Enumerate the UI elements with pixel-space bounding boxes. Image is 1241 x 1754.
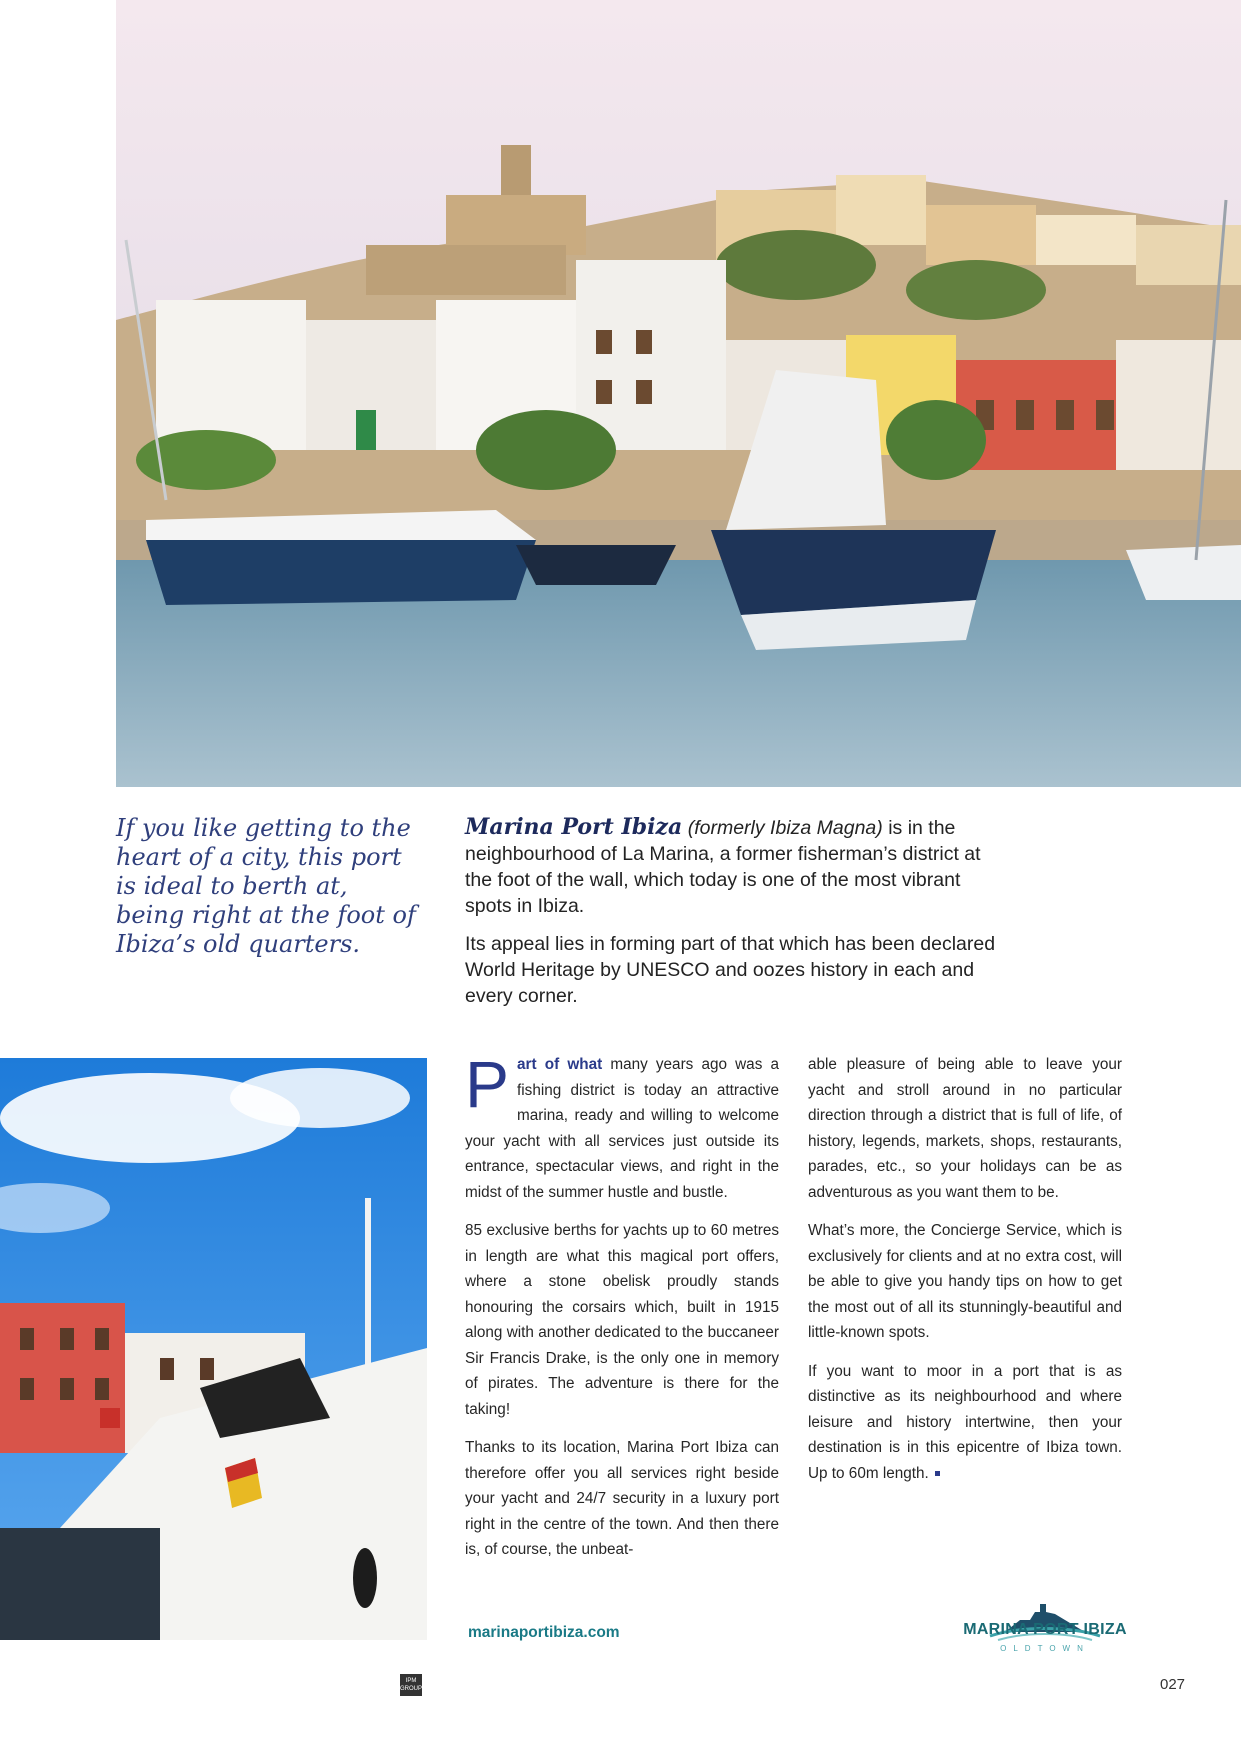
intro-text: [465, 814, 1005, 1021]
body-paragraph-5: What’s more, the Concierge Service, which is exclusively for clients and at no extra cost, will be able to give you handy tips on how to get the most out of all its stunningly-beautiful and little-known spots.: [808, 1222, 1122, 1341]
marina-photo: [0, 1058, 427, 1640]
publisher-badge: IPM GROUP: [400, 1674, 422, 1696]
logo-name: MARINA PORT IBIZA: [963, 1621, 1127, 1638]
lead-in: art of what: [517, 1056, 603, 1073]
drop-cap: P: [465, 1047, 510, 1121]
intro-paragraph-1: [465, 814, 1005, 919]
end-mark-icon: [935, 1471, 940, 1476]
intro-paragraph-2: Its appeal lies in forming part of that which has been declared World Heritage by UNESCO and oozes history in each and every corner.: [465, 933, 996, 1007]
body-column-2: [808, 1052, 1122, 1499]
body-paragraph-1-rest: many years ago was a fishing district is today an attractive marina, ready and willing to welcome your yacht with all services just outside its entrance, spectacular views, and right in the midst of the summer hustle and bustle.: [465, 1056, 780, 1201]
body-paragraph-2: 85 exclusive berths for yachts up to 60 metres in length are what this magical port offers, where a stone obelisk proudly stands honouring the corsairs which, built in 1915 along with another dedicated to the buccaneer Sir Francis Drake, is the only one in memory of pirates. The adventure is there for the taking!: [465, 1222, 779, 1418]
logo-subtitle: OLDTOWN: [1000, 1644, 1090, 1653]
body-paragraph-6-text: If you want to moor in a port that is as distinctive as its neighbourhood and where leisure and history intertwine, then your destination is in this epicentre of Ibiza town. Up to 60m length.: [808, 1362, 1122, 1482]
body-paragraph-1: [465, 1047, 780, 1205]
brand-name: Marina Port Ibiza: [465, 814, 683, 840]
pull-quote: If you like getting to the heart of a city, this port is ideal to berth at, being right at the foot of Ibiza’s old quarters.: [116, 814, 416, 958]
page-number: 027: [1160, 1676, 1186, 1693]
formerly-note: (formerly Ibiza Magna): [687, 817, 883, 839]
body-column-1: [465, 1047, 780, 1576]
intro-paragraph-1-rest: is in the neighbourhood of La Marina, a former fisherman’s district at the foot of the wall, which today is one of the most vibrant spots in Ibiza.: [465, 817, 981, 917]
body-paragraph-6: [808, 1359, 1122, 1487]
hero-photo: [116, 0, 1241, 787]
body-paragraph-3: Thanks to its location, Marina Port Ibiza can therefore offer you all services right beside your yacht and 24/7 security in a luxury port right in the centre of the town. And then there is, of course, the unbeat-: [465, 1439, 779, 1558]
body-paragraph-4: able pleasure of being able to leave your yacht and stroll around in no particular direction through a district that is full of life, of history, legends, markets, shops, restaurants, parades, etc., so your holidays can be as adventurous as you want them to be.: [808, 1056, 1122, 1201]
website-link[interactable]: marinaportibiza.com: [468, 1624, 620, 1641]
